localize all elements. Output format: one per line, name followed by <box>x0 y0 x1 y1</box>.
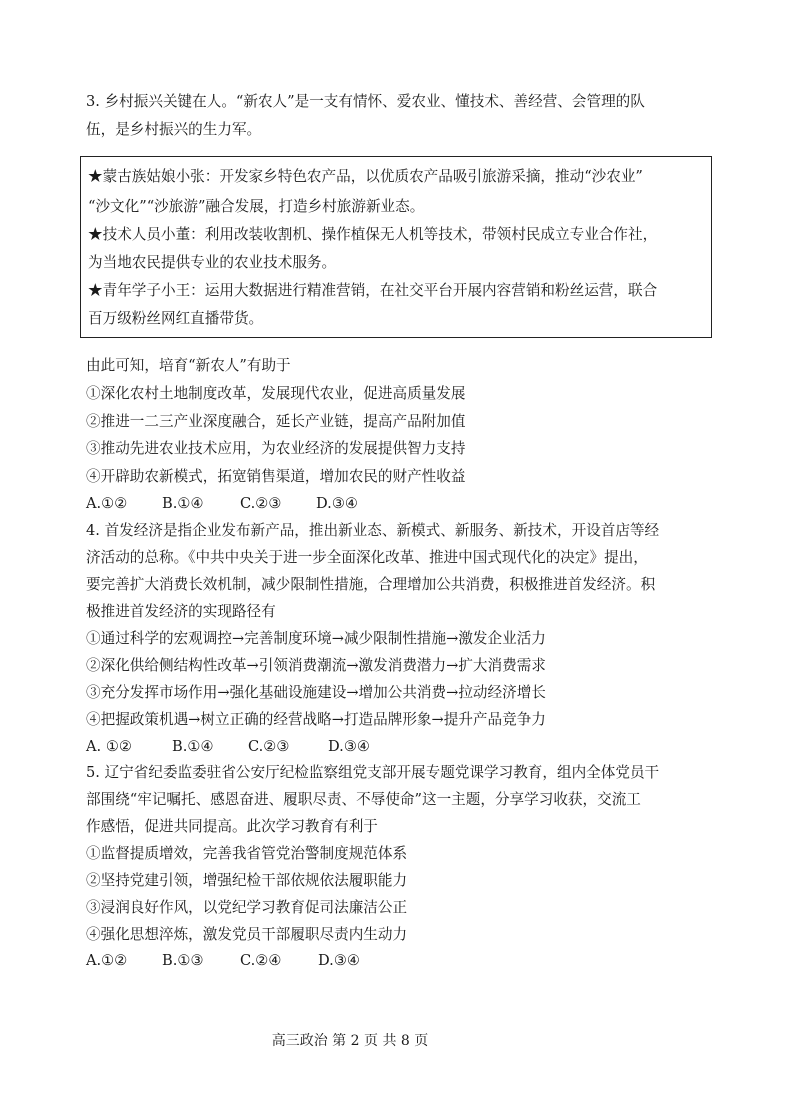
q3-box-line-1: ★蒙古族姑娘小张：开发家乡特色农产品，以优质农产品吸引旅游采摘，推动“沙农业” <box>88 168 643 185</box>
q5-item-4: ④强化思想淬炼，激发党员干部履职尽责内生动力 <box>86 926 408 943</box>
q3-option-c[interactable]: C.②③ <box>240 495 282 512</box>
q5-item-2: ②坚持党建引领，增强纪检干部依规依法履职能力 <box>86 872 408 889</box>
q4-option-a[interactable]: A. ①② <box>86 738 132 755</box>
q3-box-line-4: 为当地农民提供专业的农业技术服务。 <box>88 254 337 271</box>
page-footer: 高三政治 第 2 页 共 8 页 <box>271 1033 429 1049</box>
q4-options <box>86 737 716 757</box>
q3-question: 由此可知，培育“新农人”有助于 <box>86 357 291 374</box>
q5-item-1: ①监督提质增效，完善我省管党治警制度规范体系 <box>86 845 408 862</box>
q5-option-c[interactable]: C.②④ <box>240 952 282 969</box>
q5-stem-line-2: 部围绕“牢记嘱托、感恩奋进、履职尽责、不辱使命”这一主题，分享学习收获，交流工 <box>86 791 641 808</box>
q5-option-a[interactable]: A.①② <box>86 952 128 969</box>
q3-box-line-6: 百万级粉丝网红直播带货。 <box>88 310 264 327</box>
q4-option-d[interactable]: D.③④ <box>328 738 370 755</box>
q3-item-2: ②推进一二三产业深度融合，延长产业链，提高产品附加值 <box>86 413 466 430</box>
q3-stem-line-2: 伍，是乡村振兴的生力军。 <box>86 121 262 138</box>
q5-stem-line-1: 5. 辽宁省纪委监委驻省公安厅纪检监察组党支部开展专题党课学习教育，组内全体党员干 <box>86 764 660 781</box>
q5-option-d[interactable]: D.③④ <box>318 952 360 969</box>
q5-option-b[interactable]: B.①③ <box>162 952 204 969</box>
q5-item-3: ③浸润良好作风，以党纪学习教育促司法廉洁公正 <box>86 899 408 916</box>
q4-item-2: ②深化供给侧结构性改革→引领消费潮流→激发消费潜力→扩大消费需求 <box>86 657 546 674</box>
q3-box-line-5: ★青年学子小王：运用大数据进行精准营销，在社交平台开展内容营销和粉丝运营，联合 <box>88 282 658 299</box>
q3-box-line-3: ★技术人员小董：利用改装收割机、操作植保无人机等技术，带领村民成立专业合作社， <box>88 226 658 243</box>
q4-item-1: ①通过科学的宏观调控→完善制度环境→减少限制性措施→激发企业活力 <box>86 630 546 647</box>
q4-stem-line-4: 极推进首发经济的实现路径有 <box>86 603 276 620</box>
q3-option-b[interactable]: B.①④ <box>162 495 204 512</box>
q3-item-1: ①深化农村土地制度改革，发展现代农业，促进高质量发展 <box>86 385 466 402</box>
q4-stem-line-2: 济活动的总称。《中共中央关于进一步全面深化改革、推进中国式现代化的决定》提出， <box>86 549 648 566</box>
q3-box-line-2: “沙文化”“沙旅游”融合发展，打造乡村旅游新业态。 <box>88 198 425 215</box>
q5-options <box>86 951 716 971</box>
q3-item-3: ③推动先进农业技术应用，为农业经济的发展提供智力支持 <box>86 440 466 457</box>
q3-option-a[interactable]: A.①② <box>86 495 128 512</box>
q3-option-d[interactable]: D.③④ <box>316 495 358 512</box>
q4-stem-line-1: 4. 首发经济是指企业发布新产品，推出新业态、新模式、新服务、新技术，开设首店等经 <box>86 522 660 539</box>
q3-options <box>86 494 716 514</box>
q4-option-c[interactable]: C.②③ <box>248 738 290 755</box>
q5-stem-line-3: 作感悟，促进共同提高。此次学习教育有利于 <box>86 818 378 835</box>
q3-item-4: ④开辟助农新模式，拓宽销售渠道，增加农民的财产性收益 <box>86 468 466 485</box>
q3-stem-line-1: 3. 乡村振兴关键在人。“新农人”是一支有情怀、爱农业、懂技术、善经营、会管理的队 <box>86 93 645 110</box>
q4-item-3: ③充分发挥市场作用→强化基础设施建设→增加公共消费→拉动经济增长 <box>86 684 546 701</box>
q4-item-4: ④把握政策机遇→树立正确的经营战略→打造品牌形象→提升产品竞争力 <box>86 711 546 728</box>
q3-material-box <box>80 156 712 338</box>
q4-stem-line-3: 要完善扩大消费长效机制，减少限制性措施，合理增加公共消费，积极推进首发经济。积 <box>86 576 656 593</box>
q4-option-b[interactable]: B.①④ <box>172 738 214 755</box>
